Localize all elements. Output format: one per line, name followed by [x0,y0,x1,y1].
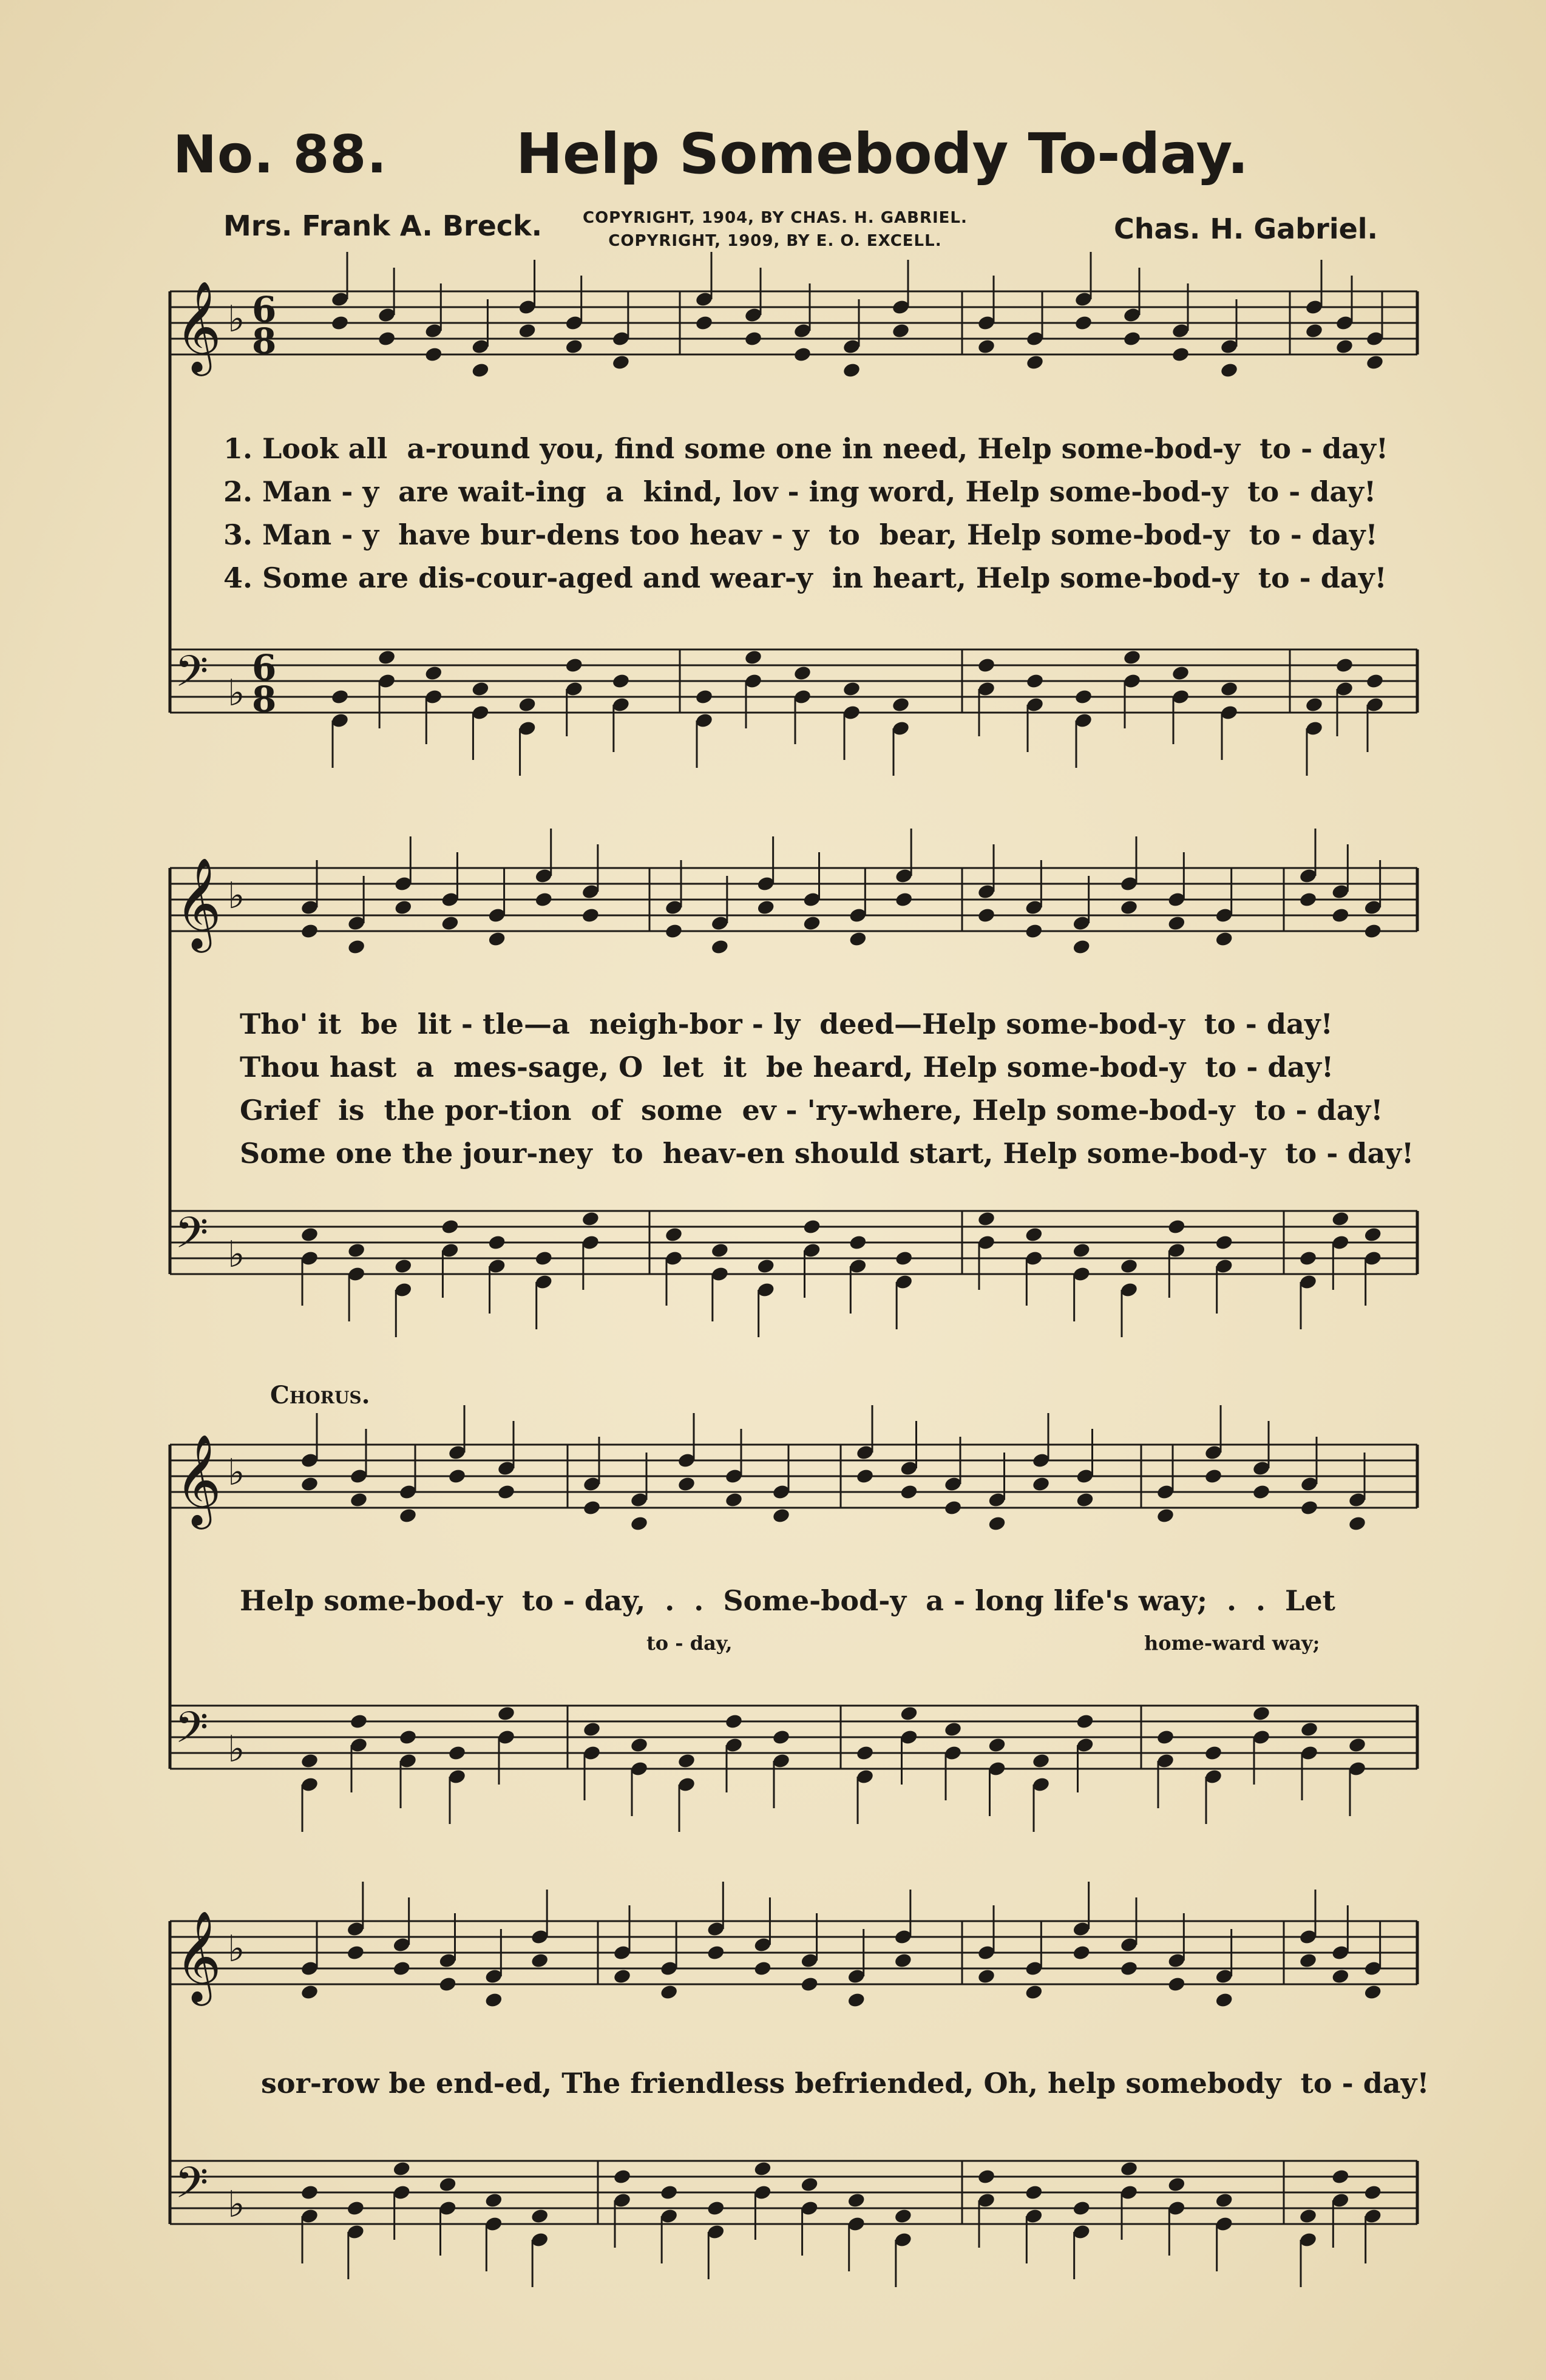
notehead [1298,1250,1317,1267]
notehead [398,1729,417,1746]
notehead [891,322,910,339]
notehead [1215,2192,1233,2209]
bass-clef: 𝄢 [175,1703,209,1763]
bass-clef: 𝄢 [175,1208,209,1269]
key-flat-sign: ♭ [228,875,245,917]
notehead [300,2184,319,2201]
notehead [1363,923,1382,940]
notehead [330,688,349,705]
notehead [1300,1721,1318,1738]
chorus-label: Chorus. [270,1381,370,1409]
notehead [424,346,443,363]
notehead [1025,1226,1043,1243]
notehead [756,1258,775,1275]
notehead [800,2176,819,2193]
notehead [800,1976,819,1993]
notehead [943,1721,962,1738]
notehead [753,1960,772,1977]
notehead [802,1218,821,1235]
notehead [664,923,683,940]
notehead [977,907,995,924]
notehead [1025,673,1044,690]
notehead [771,1729,790,1746]
notehead [710,938,729,955]
notehead [1365,354,1384,371]
notehead [484,2192,503,2209]
copyright-notice [583,206,968,253]
author-credit: Mrs. Frank A. Breck. [223,209,543,242]
notehead [611,354,630,371]
notehead [1074,314,1093,331]
verse-3-line-a: 3. Man - y have bur-dens too heav - y to bear, Help some-bod-y to - day! [223,518,1378,551]
notehead [1365,673,1384,690]
notehead [394,899,413,916]
verse-1-line-a: 1. Look all a-round you, find some one in need, Help some-bod-y to - day! [223,432,1389,465]
key-flat-sign: ♭ [228,1233,245,1276]
notehead [392,2160,411,2177]
bass-clef: 𝄢 [175,646,209,707]
notehead [1076,1491,1094,1508]
notehead [855,1744,874,1761]
notehead [724,1713,743,1730]
notehead [1122,330,1141,347]
notehead [900,1483,918,1500]
notehead [893,1952,912,1969]
notehead [564,338,583,355]
notehead [534,1250,553,1267]
notehead [1204,1744,1222,1761]
time-signature-bottom: 8 [252,679,277,720]
notehead [1119,1258,1138,1275]
verse-2-line-a: 2. Man - y are wait-ing a kind, lov - ing word, Help some-bod-y to - day! [223,475,1377,508]
notehead [694,314,713,331]
notehead [1025,354,1044,371]
notehead [988,1737,1006,1754]
notehead [1171,665,1190,682]
notehead [677,1476,696,1493]
notehead [849,931,867,948]
time-signature-bottom: 8 [252,320,277,362]
notehead [855,1468,874,1485]
verse-4-line-a: 4. Some are dis-cour-aged and wear-y in heart, Help some-bod-y to - day! [223,561,1387,594]
notehead [612,1968,631,1985]
notehead [581,907,600,924]
treble-clef: 𝄞 [175,280,222,372]
notehead [441,915,459,932]
key-flat-sign: ♭ [228,2183,245,2226]
notehead [1072,938,1091,955]
notehead [1156,1507,1175,1524]
notehead [438,1976,457,1993]
notehead [1298,891,1317,908]
bass-clef: 𝄢 [175,2158,209,2219]
verse-4-line-b: Some one the jour-ney to heav-en should start, Help some-bod-y to - day! [240,1137,1414,1170]
notehead [582,1721,601,1738]
chorus-echo-1: to - day, [646,1632,733,1655]
notehead [694,688,713,705]
notehead [1215,931,1233,948]
notehead [1072,1242,1091,1259]
key-flat-sign: ♭ [228,1451,245,1494]
notehead [1298,2208,1317,2225]
notehead [1348,1515,1366,1532]
notehead [771,1507,790,1524]
notehead [1331,907,1350,924]
notehead [1252,1705,1270,1722]
copyright-line-1: COPYRIGHT, 1904, BY CHAS. H. GABRIEL. [583,209,968,227]
notehead [1298,1952,1317,1969]
notehead [300,1226,319,1243]
notehead [629,1737,648,1754]
notehead [518,322,537,339]
notehead [1171,346,1190,363]
key-flat-sign: ♭ [228,1728,245,1771]
notehead [347,1242,366,1259]
notehead [300,1752,319,1769]
notehead [849,1234,867,1251]
notehead [346,1944,365,1961]
notehead [531,2208,549,2225]
notehead [300,1984,319,2001]
treble-clef: 𝄞 [175,856,222,949]
notehead [378,330,396,347]
notehead [660,2184,679,2201]
notehead [518,696,537,713]
notehead [300,923,319,940]
time-signature-top: 6 [252,647,277,688]
notehead [1331,1210,1350,1227]
notehead [677,1752,696,1769]
verse-1-line-b: Tho' it be lit - tle—a neigh-bor - ly deed—Help some-bod-y to - day! [240,1008,1333,1040]
hymn-title: Help Somebody To-day. [516,121,1249,186]
notehead [1363,1984,1382,2001]
treble-clef: 𝄞 [175,1433,222,1525]
notehead [349,1491,368,1508]
notehead [1076,1713,1094,1730]
notehead [1335,338,1354,355]
verse-2-line-b: Thou hast a mes-sage, O let it be heard, Help some-bod-y to - day! [240,1051,1334,1083]
notehead [1031,1476,1050,1493]
notehead [497,1705,515,1722]
notehead [349,1713,368,1730]
notehead [438,2176,457,2193]
notehead [744,649,762,666]
notehead [1119,1960,1138,1977]
notehead [1363,1226,1382,1243]
notehead [977,2168,995,2185]
notehead [1031,1752,1050,1769]
notehead [330,314,349,331]
notehead [710,1242,729,1259]
notehead [424,665,443,682]
verse-3-line-b: Grief is the por-tion of some ev - 'ry-where, Help some-bod-y to - day! [240,1094,1383,1127]
notehead [531,1952,549,1969]
notehead [977,657,995,674]
notehead [611,673,630,690]
notehead [1219,680,1238,697]
notehead [1219,362,1238,379]
chorus-echo-2: home-ward way; [1144,1632,1320,1655]
notehead [1074,688,1093,705]
notehead [300,1476,319,1493]
notehead [582,1499,601,1516]
notehead [1331,1968,1350,1985]
notehead [988,1515,1006,1532]
notehead [1331,2168,1350,2185]
notehead [447,1468,466,1485]
notehead [392,1960,411,1977]
notehead [534,891,553,908]
notehead [756,899,775,916]
notehead [1072,2200,1091,2217]
notehead [629,1515,648,1532]
notehead [724,1491,743,1508]
notehead [1348,1737,1366,1754]
notehead [1204,1468,1222,1485]
notehead [793,346,812,363]
notehead [471,680,490,697]
copyright-line-2: COPYRIGHT, 1909, BY E. O. EXCELL. [608,232,942,250]
key-flat-sign: ♭ [228,298,245,341]
treble-clef: 𝄞 [175,1910,222,2002]
notehead [895,1250,914,1267]
notehead [1304,696,1323,713]
notehead [802,915,821,932]
notehead [484,1992,503,2009]
notehead [977,1210,995,1227]
notehead [1167,1976,1186,1993]
chorus-line-1: Help some-bod-y to - day, . . Some-bod-y a - long life's way; . . Let [240,1584,1335,1617]
notehead [1025,2184,1043,2201]
notehead [664,1226,683,1243]
key-flat-sign: ♭ [228,672,245,714]
notehead [471,362,490,379]
notehead [900,1705,918,1722]
notehead [847,2192,866,2209]
notehead [447,1744,466,1761]
notehead [1156,1729,1175,1746]
notehead [1167,915,1186,932]
notehead [1363,2184,1382,2201]
notehead [895,891,914,908]
notehead [441,1218,459,1235]
notehead [977,1968,995,1985]
notehead [378,649,396,666]
notehead [660,1984,679,2001]
notehead [1167,2176,1186,2193]
notehead [943,1499,962,1516]
notehead [1304,322,1323,339]
composer-credit: Chas. H. Gabriel. [1114,212,1378,245]
notehead [1122,649,1141,666]
notehead [977,338,995,355]
notehead [847,1992,866,2009]
notehead [1119,899,1138,916]
notehead [1252,1483,1270,1500]
notehead [487,931,506,948]
notehead [744,330,762,347]
notehead [842,362,861,379]
chorus-line-2: sor-row be end-ed, The friendless befriended, Oh, help somebody to - day! [261,2067,1429,2100]
time-signature-top: 6 [252,289,277,330]
notehead [612,2168,631,2185]
notehead [581,1210,600,1227]
notehead [346,2200,365,2217]
notehead [1215,1992,1233,2009]
notehead [497,1483,515,1500]
key-flat-sign: ♭ [228,1928,245,1970]
notehead [1335,657,1354,674]
notehead [1025,923,1043,940]
notehead [842,680,861,697]
notehead [347,938,366,955]
notehead [1215,1234,1233,1251]
notehead [793,665,812,682]
notehead [564,657,583,674]
notehead [398,1507,417,1524]
notehead [893,2208,912,2225]
notehead [1167,1218,1186,1235]
notehead [1025,1984,1043,2001]
notehead [707,1944,725,1961]
notehead [1072,1944,1091,1961]
notehead [487,1234,506,1251]
hymn-number: No. 88. [173,124,388,185]
notehead [394,1258,413,1275]
notehead [891,696,910,713]
notehead [1300,1499,1318,1516]
notehead [1119,2160,1138,2177]
notehead [707,2200,725,2217]
notehead [753,2160,772,2177]
